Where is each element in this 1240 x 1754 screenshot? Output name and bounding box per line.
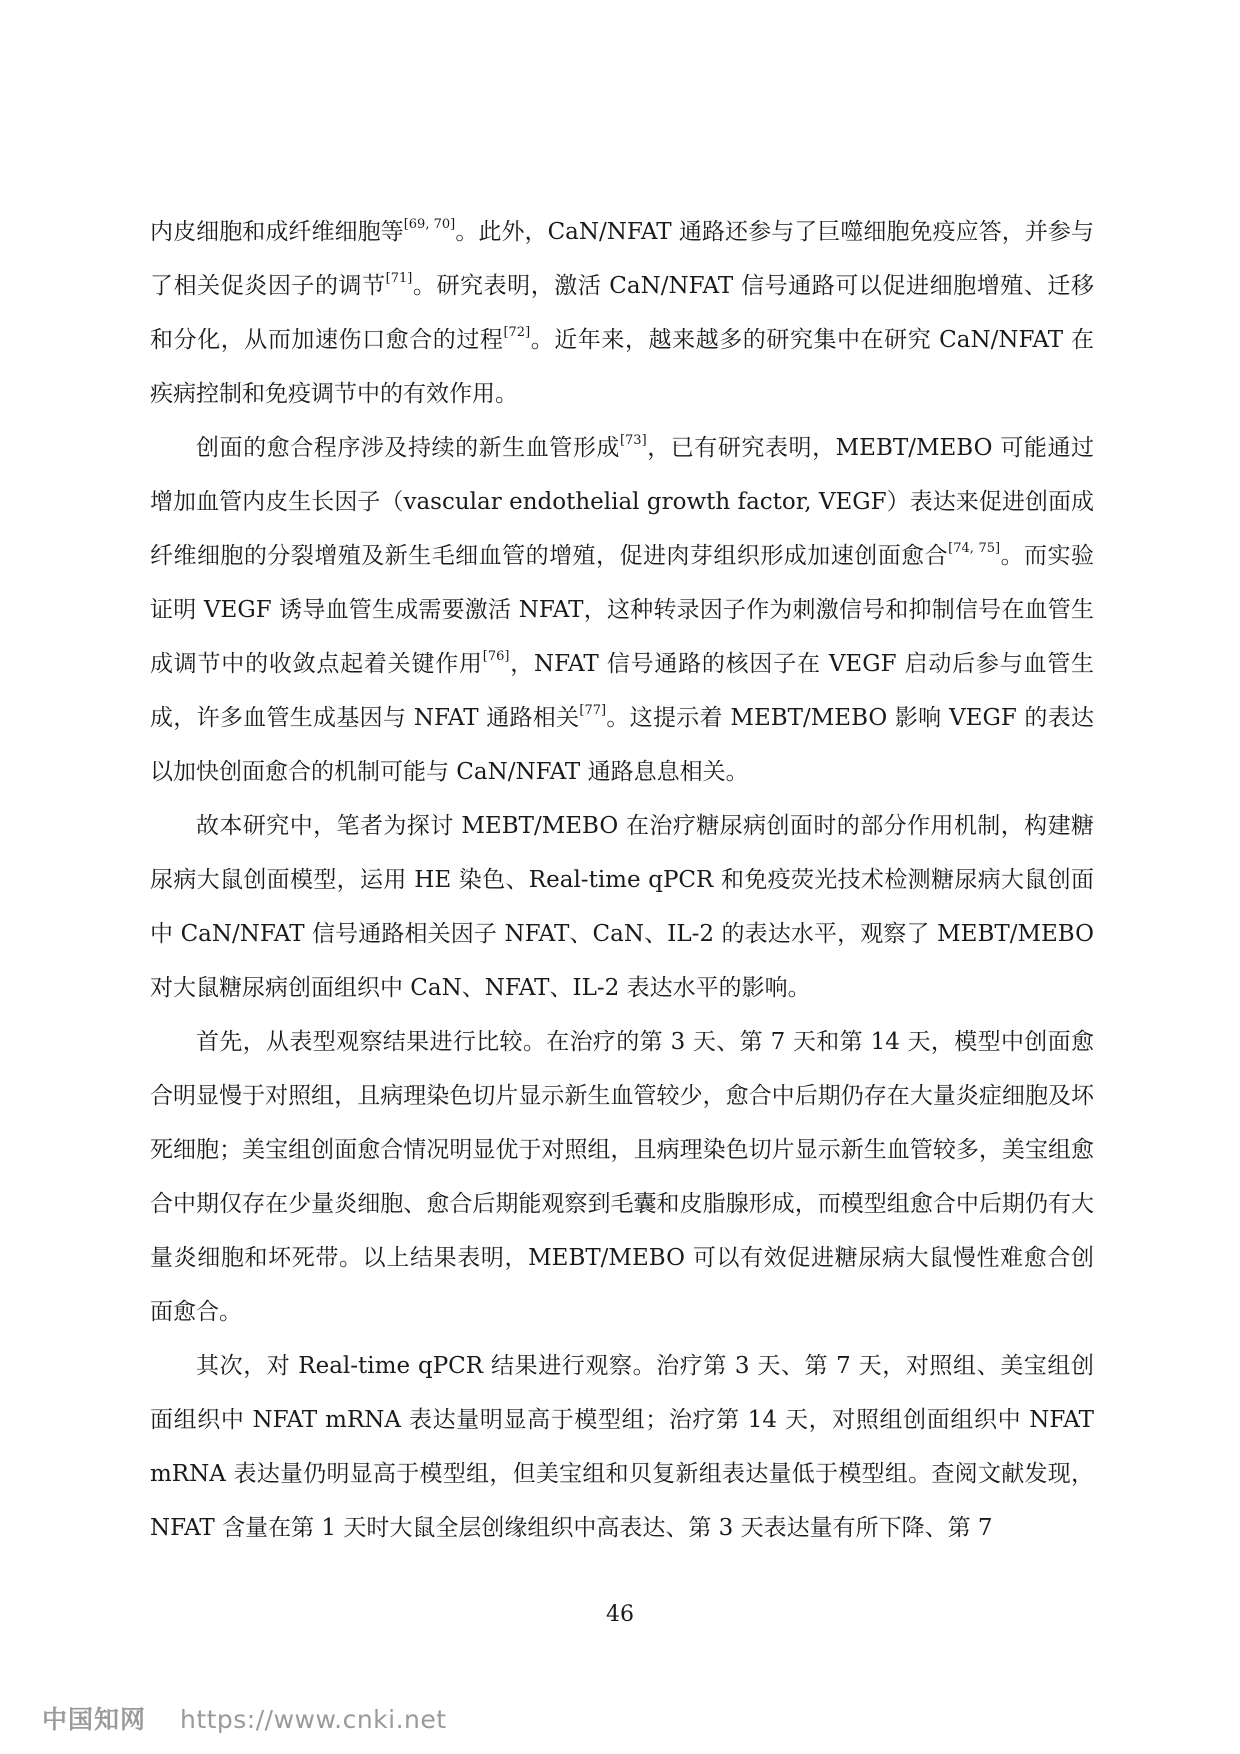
paragraph-text: 创面的愈合程序涉及持续的新生血管形成 bbox=[196, 435, 620, 461]
citation-superscript: [77] bbox=[579, 703, 607, 719]
watermark-url: https://www.cnki.net bbox=[179, 1705, 447, 1734]
citation-superscript: [71] bbox=[385, 271, 413, 287]
paragraph-text: 内皮细胞和成纤维细胞等 bbox=[150, 219, 404, 245]
paragraph-text: 。研究表明，激活 CaN/NFAT 信号通路可以促进细胞增殖、迁移和分化，从而加速伤口愈合的过程 bbox=[150, 273, 1094, 353]
body-paragraph bbox=[150, 799, 1094, 1015]
watermark-site-name: 中国知网 bbox=[42, 1705, 147, 1734]
paragraph-text: ，NFAT 信号通路的核因子在 VEGF 启动后参与血管生成，许多血管生成基因与 NFAT 通路相关 bbox=[150, 651, 1094, 731]
paragraph-text: 故本研究中，笔者为探讨 MEBT/MEBO 在治疗糖尿病创面时的部分作用机制，构建糖尿病大鼠创面模型，运用 HE 染色、Real-time qPCR 和免疫荧光技术检测糖尿病大鼠创面中 CaN/NFAT 信号通路相关因子 NFAT、CaN、IL-2 的表达水平，观察了 MEBT/MEBO 对大鼠糖尿病创面组织中 CaN、NFAT、IL-2 表达水平的影响。 bbox=[150, 813, 1094, 1001]
paragraph-text: 。这提示着 MEBT/MEBO 影响 VEGF 的表达以加快创面愈合的机制可能与 CaN/NFAT 通路息息相关。 bbox=[150, 705, 1094, 785]
page-body bbox=[150, 205, 1094, 1555]
body-paragraph bbox=[150, 205, 1094, 421]
cnki-watermark bbox=[42, 1700, 447, 1736]
paragraph-text: 其次，对 Real-time qPCR 结果进行观察。治疗第 3 天、第 7 天，对照组、美宝组创面组织中 NFAT mRNA 表达量明显高于模型组；治疗第 14 天，对照组创面组织中 NFAT mRNA 表达量仍明显高于模型组，但美宝组和贝复新组表达量低于模型组。查阅文献发现，NFAT 含量在第 1 天时大鼠全层创缘组织中高表达、第 3 天表达量有所下降、第 7 bbox=[150, 1353, 1094, 1541]
body-paragraph bbox=[150, 1015, 1094, 1339]
citation-superscript: [74, 75] bbox=[948, 541, 1001, 557]
paragraph-text: ，已有研究表明，MEBT/MEBO 可能通过增加血管内皮生长因子（vascular endothelial growth factor, VEGF）表达来促进创面成纤维细胞的分裂增殖及新生毛细血管的增殖，促进肉芽组织形成加速创面愈合 bbox=[150, 435, 1094, 569]
body-paragraph bbox=[150, 421, 1094, 799]
citation-superscript: [72] bbox=[503, 325, 531, 341]
paragraph-text: 。此外，CaN/NFAT 通路还参与了巨噬细胞免疫应答，并参与了相关促炎因子的调节 bbox=[150, 219, 1094, 299]
paragraph-text: 。而实验证明 VEGF 诱导血管生成需要激活 NFAT，这种转录因子作为刺激信号和抑制信号在血管生成调节中的收敛点起着关键作用 bbox=[150, 543, 1095, 677]
citation-superscript: [69, 70] bbox=[403, 217, 456, 233]
citation-superscript: [76] bbox=[482, 649, 510, 665]
paragraph-text: 。近年来，越来越多的研究集中在研究 CaN/NFAT 在疾病控制和免疫调节中的有效作用。 bbox=[150, 327, 1094, 407]
page-number: 46 bbox=[606, 1602, 634, 1627]
body-paragraph bbox=[150, 1339, 1094, 1555]
paragraph-text: 首先，从表型观察结果进行比较。在治疗的第 3 天、第 7 天和第 14 天，模型中创面愈合明显慢于对照组，且病理染色切片显示新生血管较少，愈合中后期仍存在大量炎症细胞及坏死细胞；美宝组创面愈合情况明显优于对照组，且病理染色切片显示新生血管较多，美宝组愈合中期仅存在少量炎细胞、愈合后期能观察到毛囊和皮脂腺形成，而模型组愈合中后期仍有大量炎细胞和坏死带。以上结果表明，MEBT/MEBO 可以有效促进糖尿病大鼠慢性难愈合创面愈合。 bbox=[150, 1029, 1094, 1325]
citation-superscript: [73] bbox=[619, 433, 647, 449]
